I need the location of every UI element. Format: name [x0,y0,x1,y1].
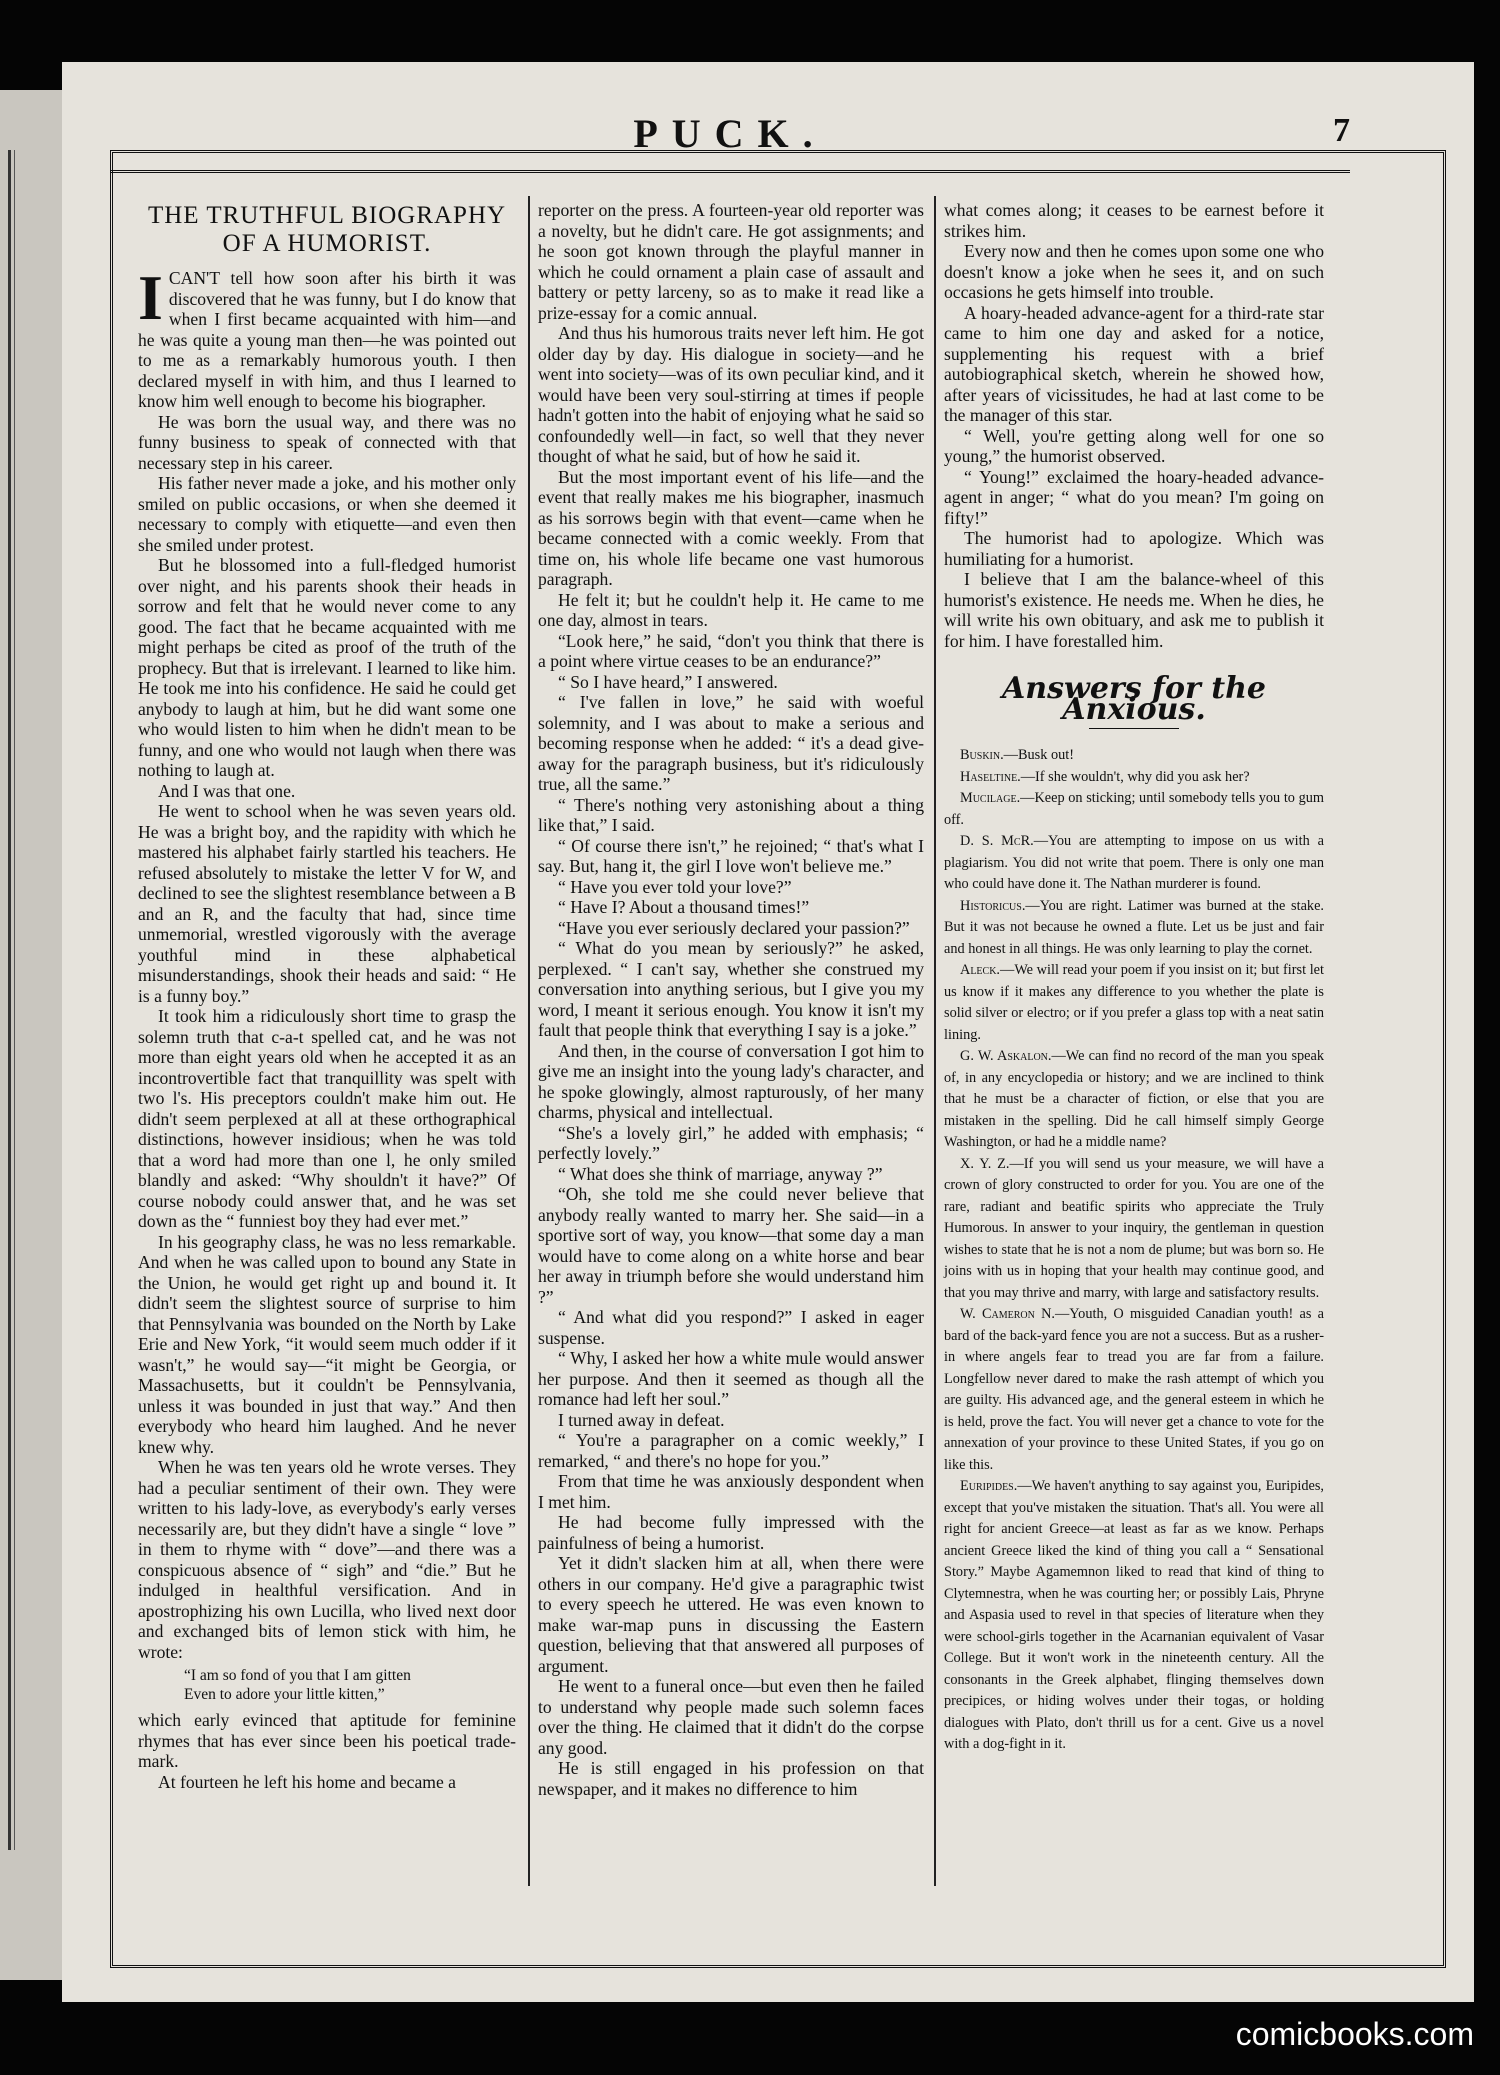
answers-heading: Answers for the Anxious. [1002,671,1266,727]
paragraph: And then, in the course of conversation I got him to give me an insight into the young lady's character, and he spoke glowingly, almost rapturously, of her many charms, physical and intellectual. [538,1040,924,1122]
paragraph: He went to school when he was seven years old. He was a bright boy, and the rapidity with which he mastered his alphabet fairly startled his teachers. He refused absolutely to mistake the letter V for W, and declined to see the slightest resemblance between a B and an R, and the faculty that had, since time unmemorial, wrestled vigorously with the average youthful mind in these alphabetical misunderstandings, shook their heads and said: “ He is a funny boy.” [138,801,516,1006]
article-column-2 [538,200,924,1799]
verse-quote [184,1666,516,1704]
paragraph: “ Have I? About a thousand times!” [558,897,810,917]
answer-text: —If you will send us your measure, we will have a crown of glory constructed to order for you. You are one of the rare, radiant and beatific spirits who appreciate the Truly Humorous. In answer to your inquiry, the gentleman in question wishes to state that he is not a nom de plume; but was born so. He joins with us in hoping that your health may continue good, and that you may thrive and marry, with large and satisfactory results. [944,1155,1324,1301]
paragraph: “ You're a paragrapher on a comic weekly,” I remarked, “ and there's no hope for you.” [538,1430,924,1471]
answer-item [944,1476,1324,1756]
paragraph: And thus his humorous traits never left him. He got older day by day. His dialogue in society—and he went into society—was of its own peculiar kind, and it would have been very soul-stirring at times if people hadn't gotten into the habit of enjoying what he said so confoundedly well—in fact, so well that they never thought of what he said, but of how he said it. [538,323,924,466]
page-number: 7 [1333,112,1350,149]
paragraph: A hoary-headed advance-agent for a third-rate star came to him one day and asked for a notice, supplementing his request with a brief autobiographical sketch, wherein he showed how, after years of vicissitudes, he had at last come to be the manager of this star. [944,302,1324,425]
paragraph: But the most important event of his life—and the event that really makes me his biographer, inasmuch as his sorrows begin with that event—came when he became connected with a comic weekly. From that time on, his whole life became one vast humorous paragraph. [538,466,924,589]
answer-name: Haseltine. [960,768,1021,785]
paragraph: “Look here,” he said, “don't you think that there is a point where virtue ceases to be an endurance?” [538,630,924,671]
paragraph: When he was ten years old he wrote verses. They had a peculiar sentiment of their own. They were written to his lady-love, as everybody's early verses necessarily are, but they didn't have a single “ love ” in them to rhyme with “ dove”—and there was a conspicuous absence of “ sigh” and “die.” But he indulged in healthful versification. And in apostrophizing his own Lucilla, who lived next door and exchanged bits of lemon stick with him, he wrote: [138,1457,516,1662]
paragraph: But he blossomed into a full-fledged humorist over night, and his parents shook their heads in sorrow and felt that he would never come to any good. The fact that he became acquainted with me might perhaps be cited as proof of the truth of the prophecy. But that is irrelevant. I learned to like him. He took me into his confidence. He said he could get anybody to laugh at him, but he did want some one who would listen to him when he didn't mean to be funny, and one who would not laugh when there was nothing to laugh at. [138,555,516,780]
paragraph: CAN'T tell how soon after his birth it was discovered that he was funny, but I do know that when I first became acquainted with him—and he was quite a young man then—he was pointed out to me as a remarkably humorous youth. I then declared myself in with him, and thus I learned to know him well enough to become his biographer. [138,268,516,411]
answer-item [944,767,1324,789]
answer-name: X. Y. Z. [960,1155,1010,1172]
paragraph: Yet it didn't slacken him at all, when there were others in our company. He'd give a paragraphic twist to every speech he uttered. He was even known to make war-map puns in discussing the Eastern question, believing that that answered all purposes of argument. [538,1553,924,1676]
answer-text: —Busk out! [1003,747,1074,763]
adjacent-page-edge [0,90,65,1980]
paragraph: “ So I have heard,” I answered. [558,671,778,692]
paragraph: “Oh, she told me she could never believe that anybody really wanted to marry her. She said—in a sportive sort of way, you know—that some day a man would have to come along on a white horse and bear her away in triumph before she would understand him ?” [538,1184,924,1307]
verse-line: “I am so fond of you that I am gitten [184,1667,411,1684]
answer-text: —We will read your poem if you insist on it; but first let us know if it makes any difference to you whether the plate is solid silver or electro; or if you prefer a glass top with a neat satin lining. [944,962,1324,1043]
paragraph: It took him a ridiculously short time to grasp the solemn truth that c-a-t spelled cat, and he was not more than eight years old when he accepted it as an incontrovertible fact that tranquillity was spelt with two l's. His preceptors couldn't make him out. He didn't seem perplexed at all at these orthographical distinctions, however insidious; when he was told that a word had more than one l, he only smiled blandly and asked: “Why shouldn't it have?” Of course nobody could answer that, and he was set down as the “ funniest boy they had ever met.” [138,1006,516,1231]
paragraph: “She's a lovely girl,” he added with emphasis; “ perfectly lovely.” [538,1122,924,1163]
answer-text: —You are attempting to impose on us with a plagiarism. You did not write that poem. There is only one man who could have done it. The Nathan murderer is found. [944,833,1324,892]
answer-item [944,960,1324,1046]
paragraph: which early evinced that aptitude for feminine rhymes that has ever since been his poetical trade-mark. [138,1710,516,1771]
masthead-rule [110,170,1350,173]
paragraph: “ What does she think of marriage, anyway ?” [558,1163,883,1184]
paragraph: And I was that one. [158,780,296,801]
paragraph: His father never made a joke, and his mother only smiled on public occasions, or when she deemed it necessary to comply with etiquette—and even then she smiled under protest. [138,473,516,555]
paragraph: I believe that I am the balance-wheel of this humorist's existence. He needs me. When he dies, he will write his own obituary, and ask me to publish it for him. I have forestalled him. [944,569,1324,651]
answer-item [944,1154,1324,1305]
paragraph: Every now and then he comes upon some one who doesn't know a joke when he sees it, and on such occasions he gets himself into trouble. [944,241,1324,302]
site-watermark: comicbooks.com [1235,2016,1474,2052]
paragraph: “ Why, I asked her how a white mule would answer her purpose. And then it seemed as though all the romance had left her soul.” [538,1348,924,1409]
column-divider [934,196,936,1886]
drop-cap: I [138,262,163,333]
answer-item [944,896,1324,961]
article-heading-line: THE TRUTHFUL BIOGRAPHY [147,202,507,229]
paragraph: “ And what did you respond?” I asked in eager suspense. [538,1307,924,1348]
paragraph: He went to a funeral once—but even then he failed to understand why people made such solemn faces over the thing. He claimed that it didn't do the corpse any good. [538,1676,924,1758]
column-divider [528,196,530,1886]
paragraph: I turned away in defeat. [558,1409,725,1430]
answer-item [944,788,1324,831]
answers-rule [1089,728,1179,729]
paragraph: In his geography class, he was no less remarkable. And when he was called upon to bound any State in the Union, he would get right up and bound it. It didn't seem the slightest source of surprise to him that Pennsylvania was bounded on the North by Lake Erie and New York, “it would seem much odder if it wasn't,” he would say—“it might be Georgia, or Massachusetts, but it couldn't be Pennsylvania, unless it was bounded in just that way.” And then everybody who heard him laughed. And he never knew why. [138,1231,516,1457]
paragraph: reporter on the press. A fourteen-year old reporter was a novelty, but he didn't care. He got assignments; and he soon got known through the playful manner in which he could ornament a plain case of assault and battery or petty larceny, so as to make it read like a prize-essay for a comic annual. [538,200,924,323]
answer-name: D. S. McR. [960,833,1034,849]
paragraph: At fourteen he left his home and became a [158,1771,456,1792]
paragraph: He had become fully impressed with the painfulness of being a humorist. [538,1512,924,1553]
answers-list [944,745,1324,1756]
answer-item [944,1046,1324,1154]
answer-item [944,1304,1324,1476]
paragraph: He was born the usual way, and there was no funny business to speak of connected with that necessary step in his career. [138,411,516,473]
paragraph: “ Have you ever told your love?” [558,876,792,897]
paragraph: “ Young!” exclaimed the hoary-headed advance-agent in anger; “ what do you mean? I'm going on fifty!” [944,466,1324,528]
masthead [110,110,1350,170]
paragraph: “Have you ever seriously declared your passion?” [558,917,910,938]
article-column-3 [944,200,1324,1756]
paragraph: “ There's nothing very astonishing about a thing like that,” I said. [538,794,924,835]
answer-name: Historicus. [960,897,1026,914]
paragraph: From that time he was anxiously despondent when I met him. [538,1471,924,1512]
paragraph: “ Well, you're getting along well for one so young,” the humorist observed. [944,425,1324,466]
answer-text: —If she wouldn't, why did you ask her? [1020,768,1250,785]
paragraph: “ Of course there isn't,” he rejoined; “ that's what I say. But, hang it, the girl I love won't believe me.” [538,835,924,876]
paragraph: “ What do you mean by seriously?” he asked, perplexed. “ I can't say, whether she construed my conversation into anything serious, but I give you my word, I meant it serious enough. You know it isn't my fault that people think that everything I say is a joke.” [538,938,924,1040]
adjacent-page-rule [8,150,11,1850]
answer-name: Euripides. [960,1478,1018,1494]
article-heading-line: OF A HUMORIST. [222,230,432,257]
paragraph: He is still engaged in his profession on that newspaper, and it makes no difference to him [538,1758,924,1799]
answer-text: —Keep on sticking; until somebody tells you to gum off. [944,790,1324,828]
answer-item [944,831,1324,896]
answer-item [944,745,1324,767]
masthead-title: PUCK. [633,111,827,156]
answer-text: —We can find no record of the man you speak of, in any encyclopedia or history; and we are inclined to think that he must be a character of fiction, or else that you are mistaken in the spelling. Did he call himself simply George Washington, or had he a middle name? [944,1048,1324,1150]
answer-text: —You are right. Latimer was burned at the stake. But it was not because he owned a flute. Let us be just and fair and honest in all things. He was only learning to play the cornet. [944,897,1324,957]
paragraph: “ I've fallen in love,” he said with woeful solemnity, and I was about to make a serious and becoming response when he added: “ it's a dead give-away for the paragraph business, but it's ridiculously true, all the same.” [538,692,924,794]
adjacent-page-rule [14,150,15,1850]
article-heading [138,202,516,258]
answer-text: —Youth, O misguided Canadian youth! as a bard of the back-yard fence you are not a success. But as a rusher-in where angels fear to tread you are far from a failure. Longfellow never dared to make the rash attempt of which you are guilty. His advanced age, and the general esteem in which he is held, prove the fact. You will never get a chance to vote for the annexation of your province to these United States, if you go on like this. [944,1306,1324,1473]
answer-text: —We haven't anything to say against you, Euripides, except that you've mistaken the situation. That's all. You were all right for ancient Greece—at least as far as we know. Perhaps ancient Greece liked the kind of thing you call a “ Sensational Story.” Maybe Agamemnon liked to read that kind of thing to Clytemnestra, when he was courting her; or possibly Lais, Phryne and Aspasia used to revel in that species of literature when they were school-girls together in the Acarnanian equivalent of Vasar College. But it won't work in the nineteenth century. All the consonants in the Greek alphabet, flinging themselves down precipices, or hiding wolves under their togas, or holding dialogues with Plato, don't thrill us for a cent. Give us a novel with a dog-fight in it. [944,1478,1324,1752]
verse-line: Even to adore your little kitten,” [184,1686,385,1703]
answer-name: Aleck. [960,962,1001,978]
article-column-1 [138,200,516,1792]
paragraph: The humorist had to apologize. Which was humiliating for a humorist. [944,528,1324,569]
paragraph: what comes along; it ceases to be earnest before it strikes him. [944,200,1324,241]
paragraph: He felt it; but he couldn't help it. He came to me one day, almost in tears. [538,589,924,630]
answer-name: Mucilage. [960,790,1021,806]
answer-name: G. W. Askalon. [960,1048,1052,1064]
answer-name: W. Cameron N. [960,1306,1055,1322]
answer-name: Buskin. [960,747,1004,763]
